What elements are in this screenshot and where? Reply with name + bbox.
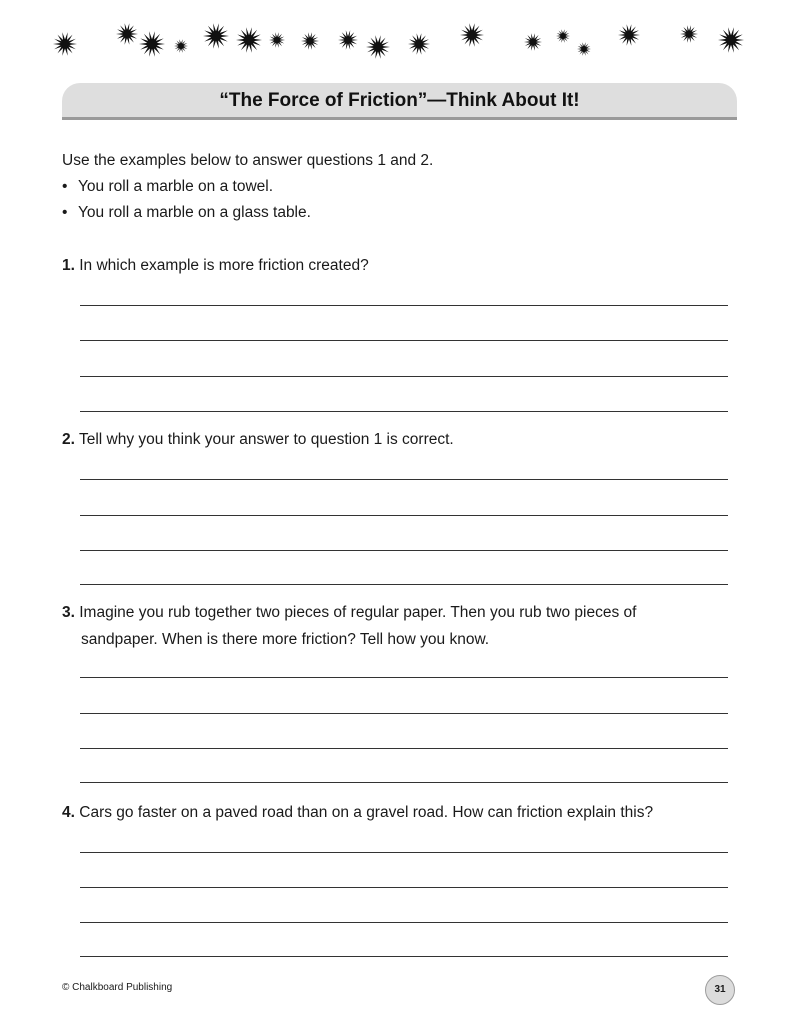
question-number: 3. (62, 604, 75, 621)
bullet-dot: • (62, 178, 68, 195)
starburst-icon (680, 25, 698, 43)
starburst-icon (718, 27, 744, 52)
question-text: Cars go faster on a paved road than on a gravel road. How can friction explain this? (79, 804, 654, 821)
starburst-icon (236, 27, 262, 52)
answer-line[interactable] (80, 305, 728, 306)
page-title: “The Force of Friction”—Think About It! (219, 90, 580, 111)
answer-line[interactable] (80, 748, 728, 749)
starburst-icon (269, 32, 285, 48)
answer-line[interactable] (80, 550, 728, 551)
starburst-icon (203, 23, 229, 48)
starburst-icon (53, 32, 77, 55)
star-border-decoration (0, 0, 791, 70)
starburst-icon (139, 31, 165, 56)
starburst-icon (556, 29, 570, 43)
starburst-icon (174, 39, 188, 53)
bullet-item (62, 178, 273, 196)
starburst-icon (116, 23, 138, 44)
answer-line[interactable] (80, 515, 728, 516)
bullet-item (62, 204, 311, 222)
answer-line[interactable] (80, 479, 728, 480)
title-banner (62, 83, 737, 120)
answer-line[interactable] (80, 411, 728, 412)
answer-line[interactable] (80, 584, 728, 585)
answer-line[interactable] (80, 677, 728, 678)
question-text: Imagine you rub together two pieces of regular paper. Then you rub two pieces of (79, 604, 637, 621)
copyright-text: © Chalkboard Publishing (62, 982, 173, 993)
starburst-icon (301, 32, 319, 50)
answer-line[interactable] (80, 852, 728, 853)
starburst-icon (408, 33, 430, 54)
answer-line[interactable] (80, 782, 728, 783)
answer-line[interactable] (80, 376, 728, 377)
question-number: 1. (62, 257, 75, 274)
answer-line[interactable] (80, 340, 728, 341)
answer-line[interactable] (80, 922, 728, 923)
question-text: Tell why you think your answer to question 1 is correct. (78, 431, 454, 448)
starburst-icon (338, 30, 358, 49)
starburst-icon (577, 42, 591, 56)
question-text: In which example is more friction created? (79, 257, 369, 274)
answer-line[interactable] (80, 956, 728, 957)
question-3 (62, 599, 732, 653)
starburst-icon (366, 35, 390, 58)
starburst-icon (460, 23, 484, 46)
question-2 (62, 426, 732, 453)
page-number-badge: 31 (705, 975, 735, 1005)
bullet-dot: • (62, 204, 68, 221)
question-number: 2. (62, 431, 75, 448)
question-1 (62, 252, 732, 279)
starburst-icon (524, 33, 542, 51)
answer-line[interactable] (80, 887, 728, 888)
bullet-text: You roll a marble on a glass table. (78, 204, 311, 221)
bullet-text: You roll a marble on a towel. (78, 178, 274, 195)
answer-line[interactable] (80, 713, 728, 714)
question-text-continued: sandpaper. When is there more friction? Tell how you know. (81, 631, 490, 648)
question-4 (62, 799, 732, 826)
starburst-icon (618, 24, 640, 45)
question-number: 4. (62, 804, 75, 821)
intro-text: Use the examples below to answer questions 1 and 2. (62, 152, 434, 169)
